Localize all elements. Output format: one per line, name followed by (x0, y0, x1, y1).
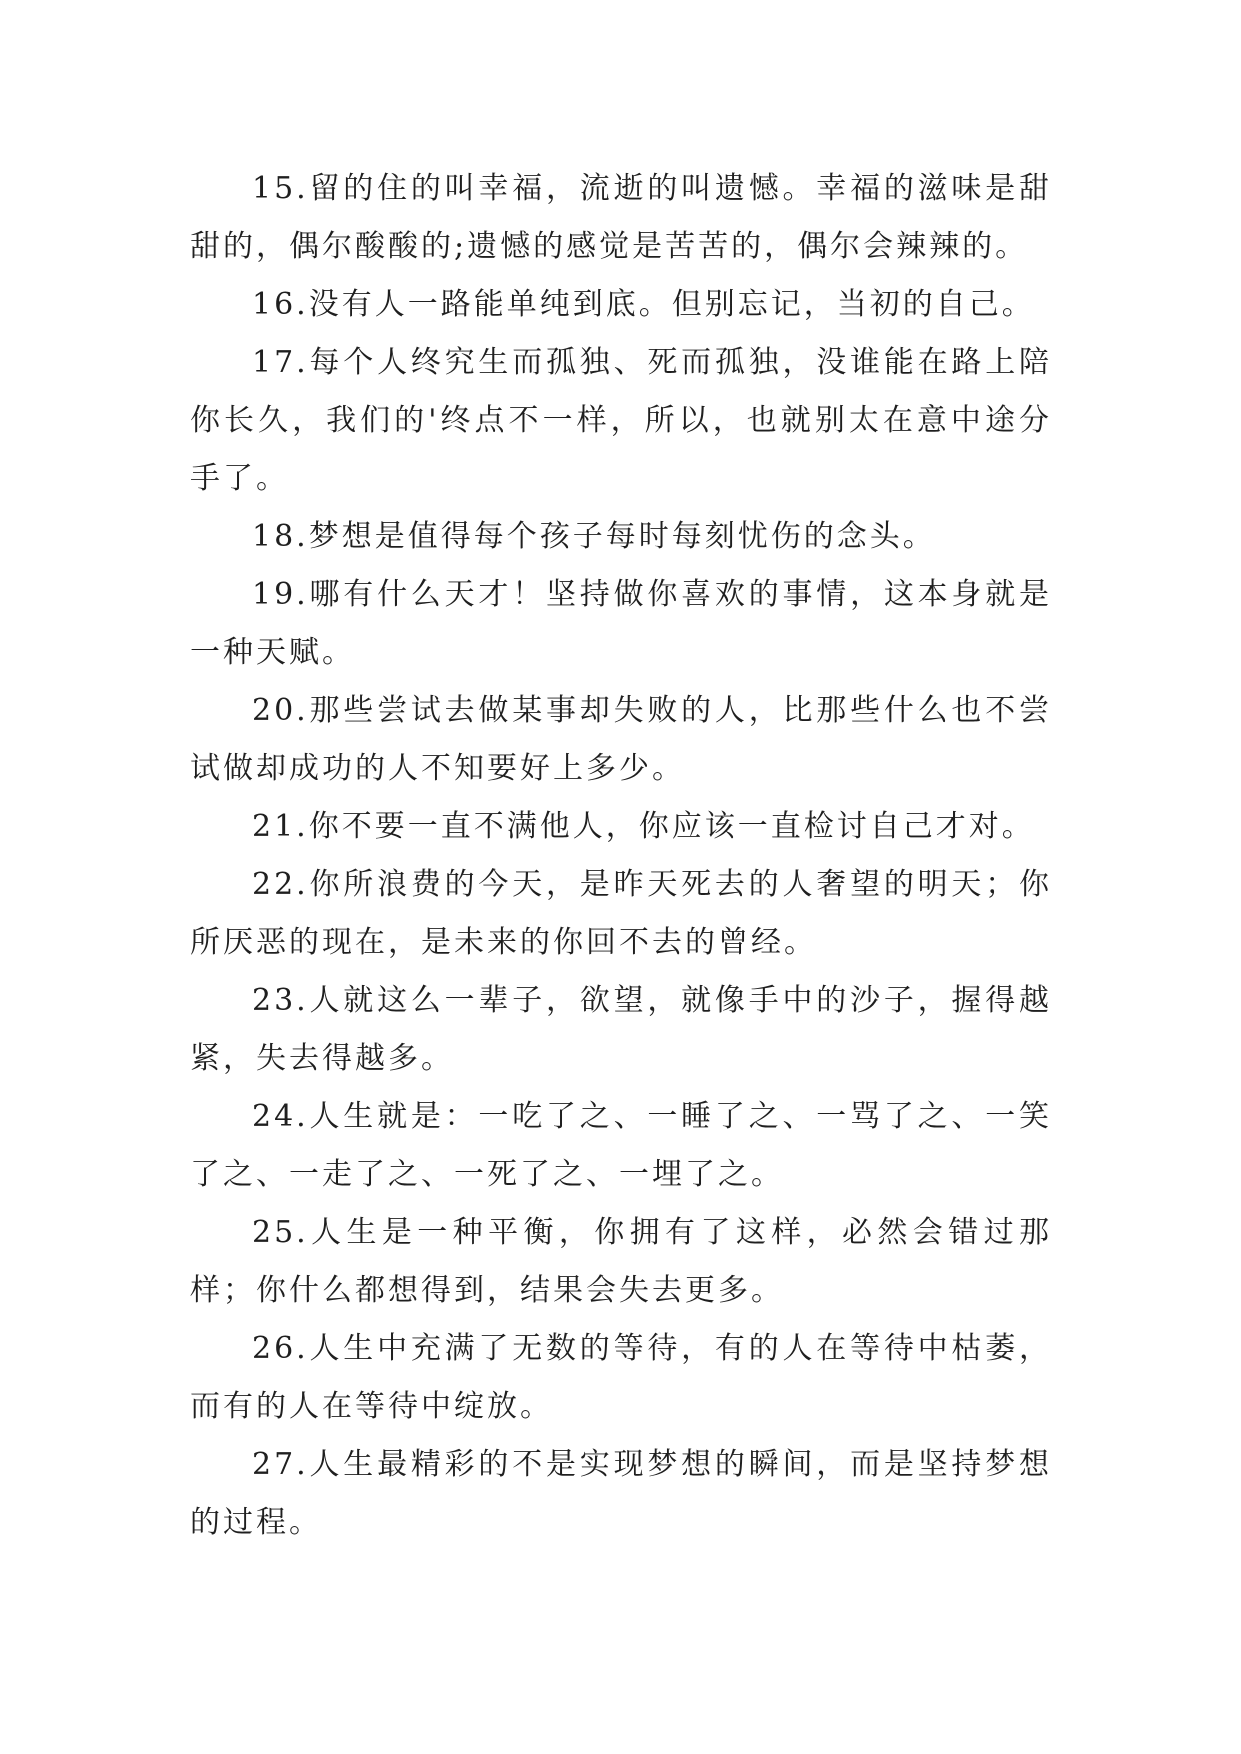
paragraph-22: 22.你所浪费的今天，是昨天死去的人奢望的明天；你所厌恶的现在，是未来的你回不去的曾经。 (190, 867, 1052, 960)
paragraph-21: 21.你不要一直不满他人，你应该一直检讨自己才对。 (252, 809, 1035, 844)
paragraph-25: 25.人生是一种平衡，你拥有了这样，必然会错过那样；你什么都想得到，结果会失去更多。 (190, 1215, 1052, 1308)
paragraph-20: 20.那些尝试去做某事却失败的人，比那些什么也不尝试做却成功的人不知要好上多少。 (190, 693, 1052, 786)
paragraph-18: 18.梦想是值得每个孩子每时每刻忧伤的念头。 (252, 519, 936, 554)
paragraph-19: 19.哪有什么天才！坚持做你喜欢的事情，这本身就是一种天赋。 (190, 577, 1052, 670)
paragraph-17: 17.每个人终究生而孤独、死而孤独，没谁能在路上陪你长久，我们的'终点不一样，所以，也就别太在意中途分手了。 (190, 345, 1052, 496)
paragraph-23: 23.人就这么一辈子，欲望，就像手中的沙子，握得越紧，失去得越多。 (190, 983, 1052, 1076)
paragraph-16: 16.没有人一路能单纯到底。但别忘记，当初的自己。 (252, 287, 1035, 322)
paragraph-15: 15.留的住的叫幸福，流逝的叫遗憾。幸福的滋味是甜甜的，偶尔酸酸的;遗憾的感觉是苦苦的，偶尔会辣辣的。 (190, 171, 1052, 264)
document-body (190, 160, 1052, 1552)
paragraph-27: 27.人生最精彩的不是实现梦想的瞬间，而是坚持梦想的过程。 (190, 1447, 1052, 1540)
paragraph-24: 24.人生就是：一吃了之、一睡了之、一骂了之、一笑了之、一走了之、一死了之、一埋了之。 (190, 1099, 1052, 1192)
paragraph-26: 26.人生中充满了无数的等待，有的人在等待中枯萎，而有的人在等待中绽放。 (190, 1331, 1052, 1424)
